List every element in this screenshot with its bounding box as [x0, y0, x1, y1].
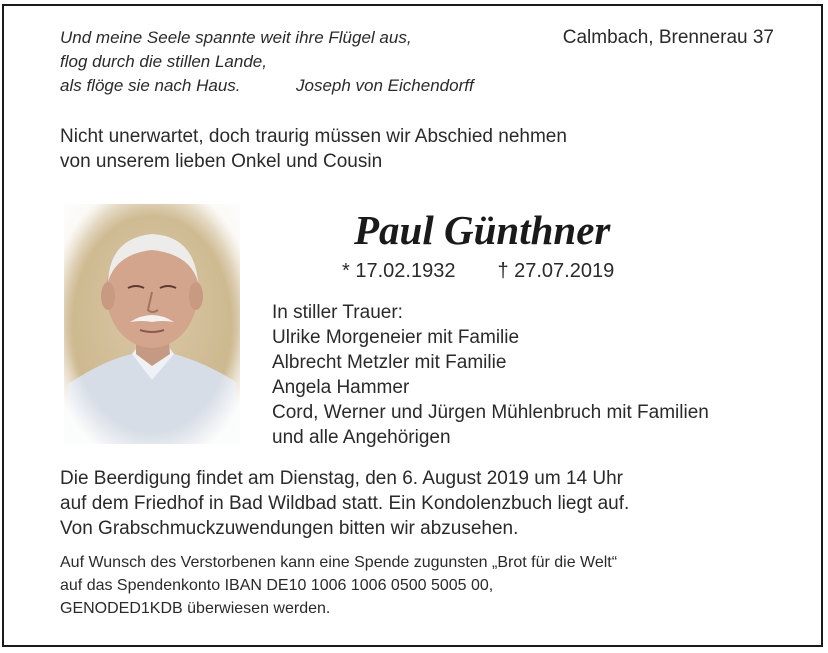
death-date: † 27.07.2019 [497, 260, 615, 282]
intro-line: von unserem lieben Onkel und Cousin [60, 151, 383, 172]
mourner-line: Cord, Werner und Jürgen Mühlenbruch mit Familien [272, 402, 709, 423]
deceased-name: Paul Günthner [354, 207, 611, 253]
poem-line: flog durch die stillen Lande, [60, 52, 267, 71]
donation-info [60, 551, 617, 620]
life-dates [342, 258, 614, 284]
funeral-line: Von Grabschmuckzuwendungen bitten wir abzusehen. [60, 518, 519, 539]
address: Calmbach, Brennerau 37 [562, 27, 774, 48]
poem [60, 26, 474, 98]
intro-line: Nicht unerwartet, doch traurig müssen wir Abschied nehmen [60, 126, 567, 147]
funeral-info [60, 466, 629, 541]
birth-date: * 17.02.1932 [342, 260, 456, 282]
funeral-line: auf dem Friedhof in Bad Wildbad statt. Ein Kondolenzbuch liegt auf. [60, 493, 630, 514]
intro-text [60, 124, 567, 174]
funeral-line: Die Beerdigung findet am Dienstag, den 6. August 2019 um 14 Uhr [60, 468, 623, 489]
mourners-list [272, 300, 709, 450]
mourner-line: Angela Hammer [272, 377, 410, 398]
poem-line: als flöge sie nach Haus. [60, 76, 241, 95]
donation-line: GENODED1KDB überwiesen werden. [60, 600, 331, 617]
mourner-line: In stiller Trauer: [272, 302, 403, 323]
donation-line: Auf Wunsch des Verstorbenen kann eine Spende zugunsten „Brot für die Welt“ [60, 554, 618, 571]
mourner-line: Albrecht Metzler mit Familie [272, 352, 507, 373]
poem-line: Und meine Seele spannte weit ihre Flügel aus, [60, 28, 412, 47]
mourner-line: und alle Angehörigen [272, 427, 451, 448]
poem-author: Joseph von Eichendorff [296, 76, 474, 95]
mourner-line: Ulrike Morgeneier mit Familie [272, 327, 520, 348]
donation-line: auf das Spendenkonto IBAN DE10 1006 1006 0500 5005 00, [60, 577, 494, 594]
portrait-photo [64, 204, 240, 444]
